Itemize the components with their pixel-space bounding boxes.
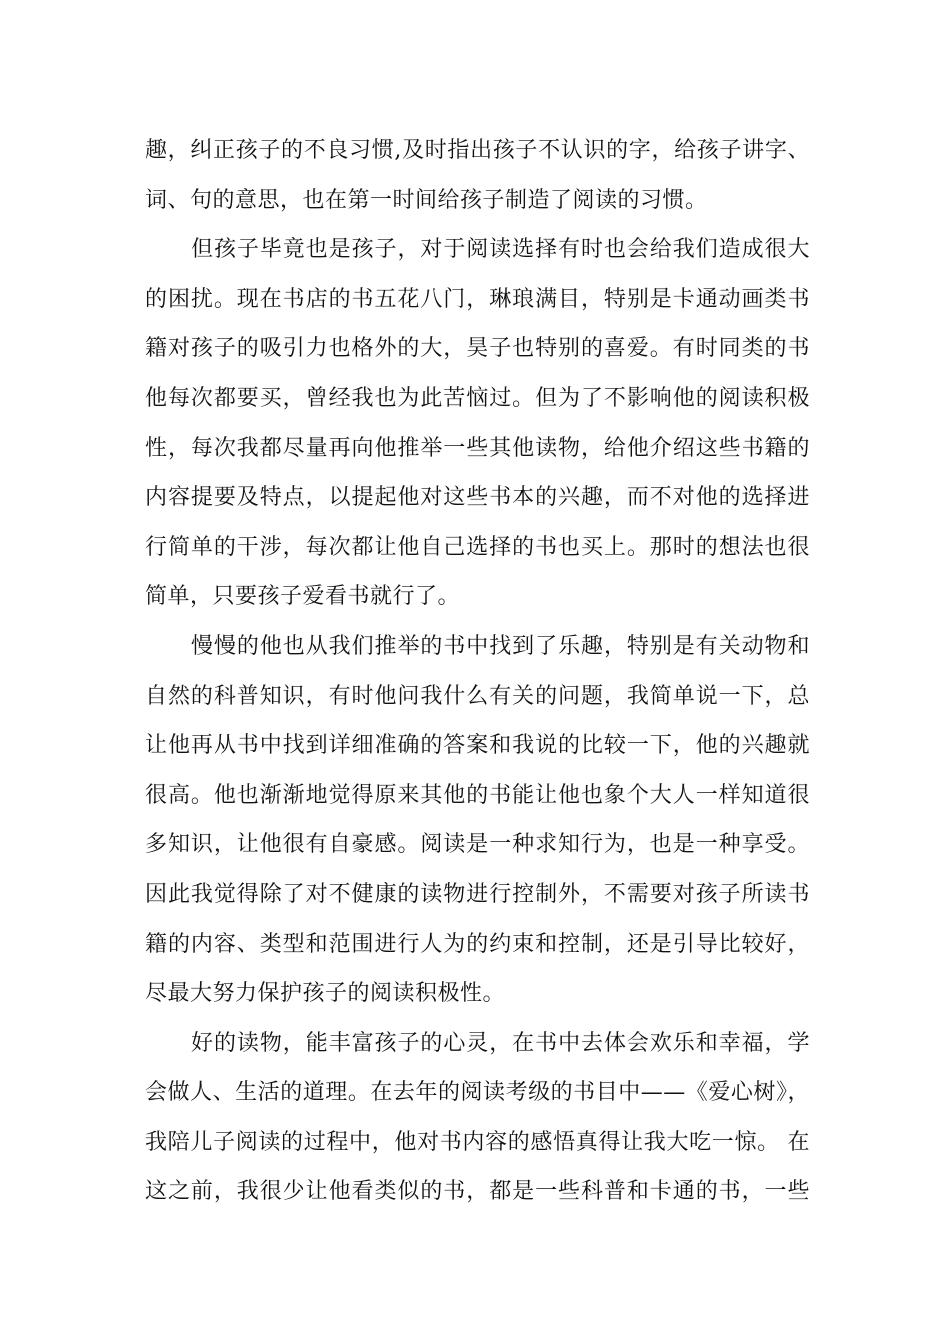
text-line: 籍对孩子的吸引力也格外的大，昊子也特别的喜爱。有时同类的书 — [145, 336, 810, 362]
paragraph — [145, 1019, 810, 1217]
text-line: 会做人、生活的道理。在去年的阅读考级的书目中——《爱心树》， — [145, 1080, 810, 1106]
text-line: 因此我觉得除了对不健康的读物进行控制外，不需要对孩子所读书 — [145, 881, 810, 907]
text-line: 籍的内容、类型和范围进行人为的约束和控制，还是引导比较好， — [145, 931, 810, 957]
document-body — [145, 126, 810, 1217]
text-line: 行简单的干涉，每次都让他自己选择的书也买上。那时的想法也很 — [145, 534, 810, 560]
text-line: 趣，纠正孩子的不良习惯,及时指出孩子不认识的字，给孩子讲字、 — [145, 138, 810, 163]
text-line: 这之前，我很少让他看类似的书，都是一些科普和卡通的书，一些 — [145, 1179, 810, 1205]
text-line: 但孩子毕竟也是孩子，对于阅读选择有时也会给我们造成很大 — [191, 237, 810, 263]
paragraph — [145, 622, 810, 1019]
text-line: 让他再从书中找到详细准确的答案和我说的比较一下，他的兴趣就 — [145, 733, 810, 759]
text-line: 自然的科普知识，有时他问我什么有关的问题，我简单说一下，总 — [145, 683, 810, 709]
text-line: 多知识，让他很有自豪感。阅读是一种求知行为，也是一种享受。 — [145, 832, 810, 858]
text-line: 性，每次我都尽量再向他推举一些其他读物，给他介绍这些书籍的 — [145, 435, 810, 461]
text-line: 慢慢的他也从我们推举的书中找到了乐趣，特别是有关动物和 — [191, 633, 810, 659]
text-line: 的困扰。现在书店的书五花八门，琳琅满目，特别是卡通动画类书 — [145, 286, 810, 312]
text-line: 词、句的意思，也在第一时间给孩子制造了阅读的习惯。 — [145, 187, 708, 213]
text-line: 他每次都要买，曾经我也为此苦恼过。但为了不影响他的阅读积极 — [145, 385, 810, 411]
text-line: 好的读物，能丰富孩子的心灵，在书中去体会欢乐和幸福，学 — [191, 1030, 810, 1056]
paragraph — [145, 126, 810, 225]
text-line: 尽最大努力保护孩子的阅读积极性。 — [145, 981, 506, 1007]
text-line: 我陪儿子阅读的过程中，他对书内容的感悟真得让我大吃一惊。 在 — [145, 1129, 810, 1155]
text-line: 内容提要及特点，以提起他对这些书本的兴趣，而不对他的选择进 — [145, 485, 810, 511]
text-line: 很高。他也渐渐地觉得原来其他的书能让他也象个大人一样知道很 — [145, 782, 810, 808]
paragraph — [145, 225, 810, 622]
text-line: 简单，只要孩子爱看书就行了。 — [145, 584, 461, 610]
